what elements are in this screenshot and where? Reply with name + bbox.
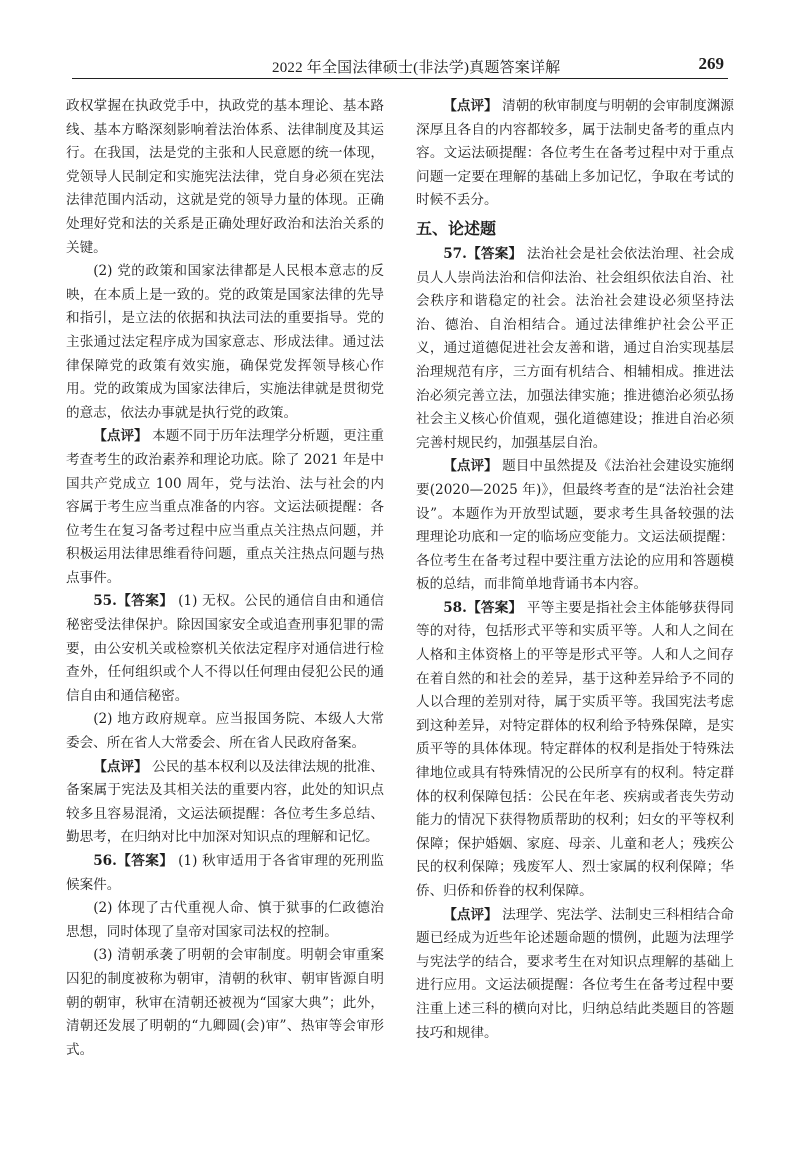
- answer-text: 法治社会是社会依法治理、社会成员人人崇尚法治和信仰法治、社会组织依法自治、社会秩序和谐稳定的社会。法治社会建设必须坚持法治、德治、自治相结合。通过法律维护社会公平正义，通过道德促进社会友善和谐，通过自治实现基层治理规范有序，三方面有机结合、相辅相成。推进法治必须完善立法，加强法律实施；推进德治必须弘扬社会主义核心价值观，强化道德建设；推进自治必须完善村规民约，加强基层自治。: [416, 245, 735, 451]
- answer-text: (1) 无权。公民的通信自由和通信秘密受法律保护。除因国家安全或追查刑事犯罪的需要，由公安机关或检察机关依法定程序对通信进行检查外，任何组织或个人不得以任何理由侵犯公民的通信自由和通信秘密。: [66, 593, 385, 704]
- answer-paragraph: [66, 850, 384, 897]
- comment-text: 题目中虽然提及《法治社会建设实施纲要(2020—2025 年)》，但最终考查的是“法治社会建设”。本题作为开放型试题，要求考生具备较强的法理理论功底和一定的临场应变能力。文运法硕提醒：各位考生在备考过程中要注重方法论的应用和答题模板的总结，而非简单地背诵书本内容。: [416, 458, 735, 593]
- page-header: [72, 50, 728, 80]
- answer-label: 57.【答案】: [443, 245, 523, 262]
- answer-label: 58.【答案】: [443, 599, 523, 616]
- answer-paragraph: [416, 243, 734, 455]
- answer-paragraph: [416, 597, 734, 904]
- comment-label: 【点评】: [93, 428, 148, 445]
- left-column: [66, 95, 384, 1062]
- comment-paragraph: [416, 455, 734, 597]
- right-column: [416, 95, 734, 1045]
- comment-paragraph: [416, 95, 734, 213]
- comment-label: 【点评】: [93, 758, 148, 775]
- page-number: 269: [698, 54, 724, 73]
- comment-text: 本题不同于历年法理学分析题，更注重考查考生的政治素养和理论功底。除了 2021 年是中国共产党成立 100 周年，党与法治、法与社会的内容属于考生应当重点准备的内容。文运法硕提醒：各位考生在复习备考过程中应当重点关注热点问题，并积极运用法律思维看待问题，重点关注热点问题与热点事件。: [66, 428, 385, 586]
- answer-text: 平等主要是指社会主体能够获得同等的对待，包括形式平等和实质平等。人和人之间在人格和主体资格上的平等是形式平等。人和人之间存在着自然的和社会的差异，基于这种差异给予不同的人以合理的差别对待，属于实质平等。我国宪法考虑到这种差异，对特定群体的权利给予特殊保障，是实质平等的具体体现。特定群体的权利是指处于特殊法律地位或具有特殊情况的公民所享有的权利。特定群体的权利保障包括：公民在年老、疾病或者丧失劳动能力的情况下获得物质帮助的权利；妇女的平等权利保障；保护婚姻、家庭、母亲、儿童和老人；残疾公民的权利保障；残废军人、烈士家属的权利保障；华侨、归侨和侨眷的权利保障。: [416, 599, 735, 899]
- answer-paragraph: [66, 590, 384, 708]
- comment-label: 【点评】: [443, 906, 498, 923]
- comment-label: 【点评】: [443, 98, 498, 114]
- comment-text: 清朝的秋审制度与明朝的会审制度渊源深厚且各自的内容都较多，属于法制史备考的重点内容。文运法硕提醒：各位考生在备考过程中对于重点问题一定要在理解的基础上多加记忆，争取在考试的时候不丢分。: [416, 98, 735, 209]
- paragraph: (2) 体现了古代重视人命、慎于狱事的仁政德治思想，同时体现了皇帝对国家司法权的控制。: [66, 900, 384, 940]
- answer-label: 55.【答案】: [93, 593, 174, 610]
- comment-paragraph: [66, 756, 384, 850]
- answer-label: 56.【答案】: [93, 853, 174, 869]
- comment-paragraph: [66, 425, 384, 590]
- comment-text: 法理学、宪法学、法制史三科相结合命题已经成为近些年论述题命题的惯例，此题为法理学与宪法学的结合，要求考生在对知识点理解的基础上进行应用。文运法硕提醒：各位考生在备考过程中要注重上述三科的横向对比，归纳总结此类题目的答题技巧和规律。: [416, 906, 735, 1041]
- paragraph: 政权掌握在执政党手中，执政党的基本理论、基本路线、基本方略深刻影响着法治体系、法律制度及其运行。在我国，法是党的主张和人民意愿的统一体现，党领导人民制定和实施宪法法律，党自身必须在宪法法律范围内活动，这就是党的领导力量的体现。正确处理好党和法的关系是正确处理好政治和法治关系的关键。: [66, 98, 384, 256]
- paragraph: (2) 党的政策和国家法律都是人民根本意志的反映，在本质上是一致的。党的政策是国家法律的先导和指引，是立法的依据和执法司法的重要指导。党的主张通过法定程序成为国家意志、形成法律。通过法律保障党的政策有效实施，确保党发挥领导核心作用。党的政策成为国家法律后，实施法律就是贯彻党的意志，依法办事就是执行党的政策。: [66, 263, 384, 421]
- paragraph: (3) 清朝承袭了明朝的会审制度。明朝会审重案囚犯的制度被称为朝审，清朝的秋审、朝审皆源自明朝的朝审，秋审在清朝还被视为“国家大典”；此外，清朝还发展了明朝的“九卿圆(会)审”、热审等会审形式。: [66, 947, 384, 1058]
- header-divider: [72, 78, 728, 79]
- section-heading: 五、论述题: [416, 218, 497, 238]
- comment-text: 公民的基本权利以及法律法规的批准、备案属于宪法及其相关法的重要内容，此处的知识点较多且容易混淆，文运法硕提醒：各位考生多总结、勤思考，在归纳对比中加深对知识点的理解和记忆。: [66, 758, 385, 846]
- running-title: 2022 年全国法律硕士(非法学)真题答案详解: [272, 60, 561, 76]
- paragraph: (2) 地方政府规章。应当报国务院、本级人大常委会、所在省人大常委会、所在省人民政府备案。: [66, 711, 384, 752]
- comment-paragraph: [416, 904, 734, 1046]
- answer-text: (1) 秋审适用于各省审理的死刑监候案件。: [66, 853, 385, 893]
- comment-label: 【点评】: [443, 458, 498, 475]
